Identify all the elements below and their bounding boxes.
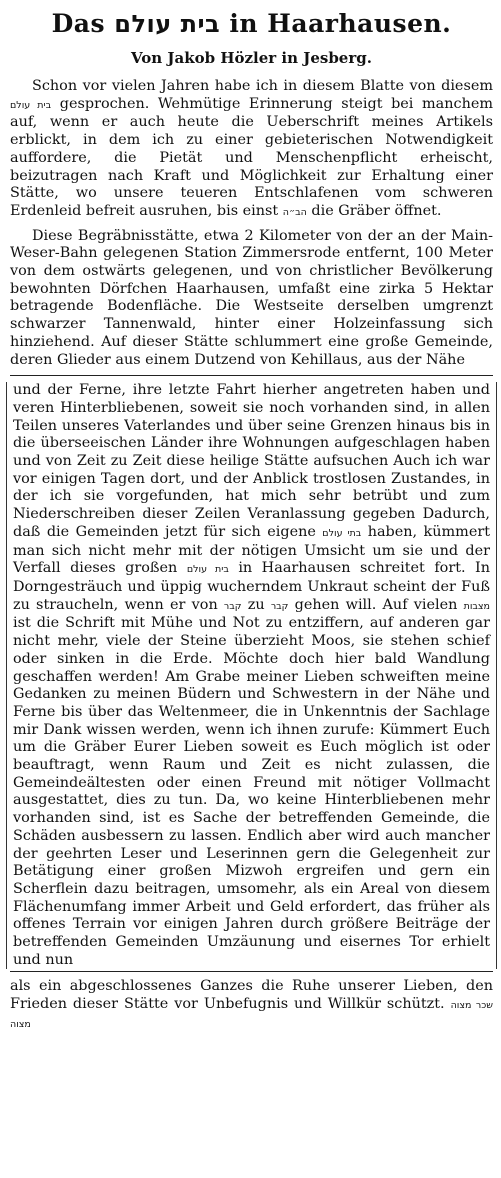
column-divider-top: [10, 375, 493, 376]
hebrew-term: בית עולם: [10, 99, 52, 111]
paragraph-3: [13, 382, 490, 969]
paragraph-3-text-b: haben, kümmert man sich nicht mehr mit der nötigen Umsicht um sie und der Verfall dieses großen: [13, 523, 490, 577]
hebrew-term: קבר: [223, 600, 242, 612]
paragraph-4: [10, 978, 493, 1033]
hebrew-term: בתי עולם: [322, 527, 362, 539]
hebrew-term: שכר מצוה מצוה: [10, 1000, 493, 1030]
title-text-post: in Haarhausen.: [220, 9, 452, 38]
paragraph-1-text-a: Schon vor vielen Jahren habe ich in diesem Blatte von diesem: [32, 78, 493, 94]
continued-column: [6, 382, 497, 969]
title-hebrew: בית עולם: [114, 10, 221, 38]
hebrew-term: בית עולם: [186, 564, 229, 576]
paragraph-1-text-b: gesprochen. Wehmütige Erinnerung steigt bei manchem auf, wenn er auch heute die Ueberschrift meines Artikels erblickt, in dem ich zu einer gebieterischen Notwendigkeit aufforderе, die Pietät und Menschenpflicht erheischt, beizutragen nach Kraft und Möglichkeit zur Erhaltung einer Stätte, wo unsere teueren Entschlafenen vom schweren Erdenleid befreit ausruhen, bis einst: [10, 95, 493, 219]
paragraph-2: Diese Begräbnisstätte, etwa 2 Kilometer von der an der Main-Weser-Bahn gelegenen Station Zimmersrode entfernt, 100 Meter von dem ostwärts gelegenen, und von christlicher Bevölkerung bewohnten Dörfchen Haarhausen, umfaßt eine zirka 5 Hektar betragende Bodenfläche. Die Westseite derselben umgrenzt schwarzer Tannenwald, hinter einer Holzeinfassung sich hinziehend. Auf dieser Stätte schlummert eine große Gemeinde, deren Glieder aus einem Dutzend von Kehillaus, aus der Nähe: [10, 227, 493, 368]
paragraph-3-text-e: gehen will. Auf vielen: [288, 596, 464, 613]
column-divider-bottom: [10, 971, 493, 972]
article-title: [10, 0, 493, 44]
paragraph-3-text-f: ist die Schrift mit Mühe und Not zu entziffern, auf anderen gar nicht mehr, viele der Steine überzieht Moos, sie stehen schief oder sinken in die Erde. Möchte doch hier bald Wandlung geschaffen werden! Am Grabe meiner Lieben schweiften meine Gedanken zu meinen Büdern und Schwestern in der Nähe und Ferne bis über das Weltenmeer, die in Unkenntnis der Sachlage mir Dank wissen werden, wenn ich ihnen zurufe: Kümmert Euch um die Gräber Eurer Lieben soweit es Euch möglich ist oder beauftragt, wenn Raum und Zeit es nicht zulassen, die Gemeindeältesten oder einen Freund mit nötiger Vollmacht ausgestattet, dies zu tun. Da, wo keine Hinterbliebenen mehr vorhanden sind, ist es Sache der betreffenden Gemeinde, die Schäden ausbessern zu lassen. Endlich aber wird auch mancher der geehrten Leser und Leserinnen gern die Gelegenheit zur Betätigung einer großen Mizwoh ergreifen und gern ein Scherflein dazu beitragen, umsomehr, als ein Areal von diesem Flächenumfang immer Arbeit und Geld erfordert, das früher als offenes Terrain vor einigen Jahren durch größere Beiträge der betreffenden Gemeinden Umzäunung und eisernes Tor erhielt und nun: [13, 615, 490, 968]
paragraph-1: [10, 78, 493, 222]
hebrew-term: הב״ה: [282, 206, 307, 218]
article-byline: Von Jakob Hözler in Jesberg.: [131, 49, 372, 67]
paragraph-1-text-c: die Gräber öffnet.: [306, 202, 442, 219]
paragraph-4-text-a: als ein abgeschlossenes Ganzes die Ruhe unserer Lieben, den Frieden dieser Stätte vor Unbefugnis und Willkür schützt.: [10, 978, 493, 1013]
title-text-pre: Das: [51, 9, 115, 38]
hebrew-term: מצבות: [463, 600, 491, 612]
hebrew-term: קבר: [270, 600, 289, 612]
paragraph-3-text-d: zu: [241, 596, 271, 613]
paragraph-3-text-c: in Haarhausen schreitet fort. In Dorngesträuch und üppig wucherndem Unkraut scheint der Fuß zu straucheln, wenn er von: [13, 560, 490, 613]
paragraph-3-text-a: und der Ferne, ihre letzte Fahrt hierher angetreten haben und veren Hinterbliebenen, soweit sie noch vorhanden sind, in allen Teilen unseres Vaterlandes und über seine Grenzen hinaus bis in die überseeischen Länder ihre Wohnungen aufgeschlagen haben und von Zeit zu Zeit diese heilige Stätte aufsuchen Auch ich war vor einigen Tagen dort, und der Anblick trostlosen Zustandes, in der ich sie vorgefunden, hat mich sehr betrübt und zum Niederschreiben dieser Zeilen Veranlassung gegeben Dadurch, daß die Gemeinden jetzt für sich eigene: [13, 382, 490, 540]
